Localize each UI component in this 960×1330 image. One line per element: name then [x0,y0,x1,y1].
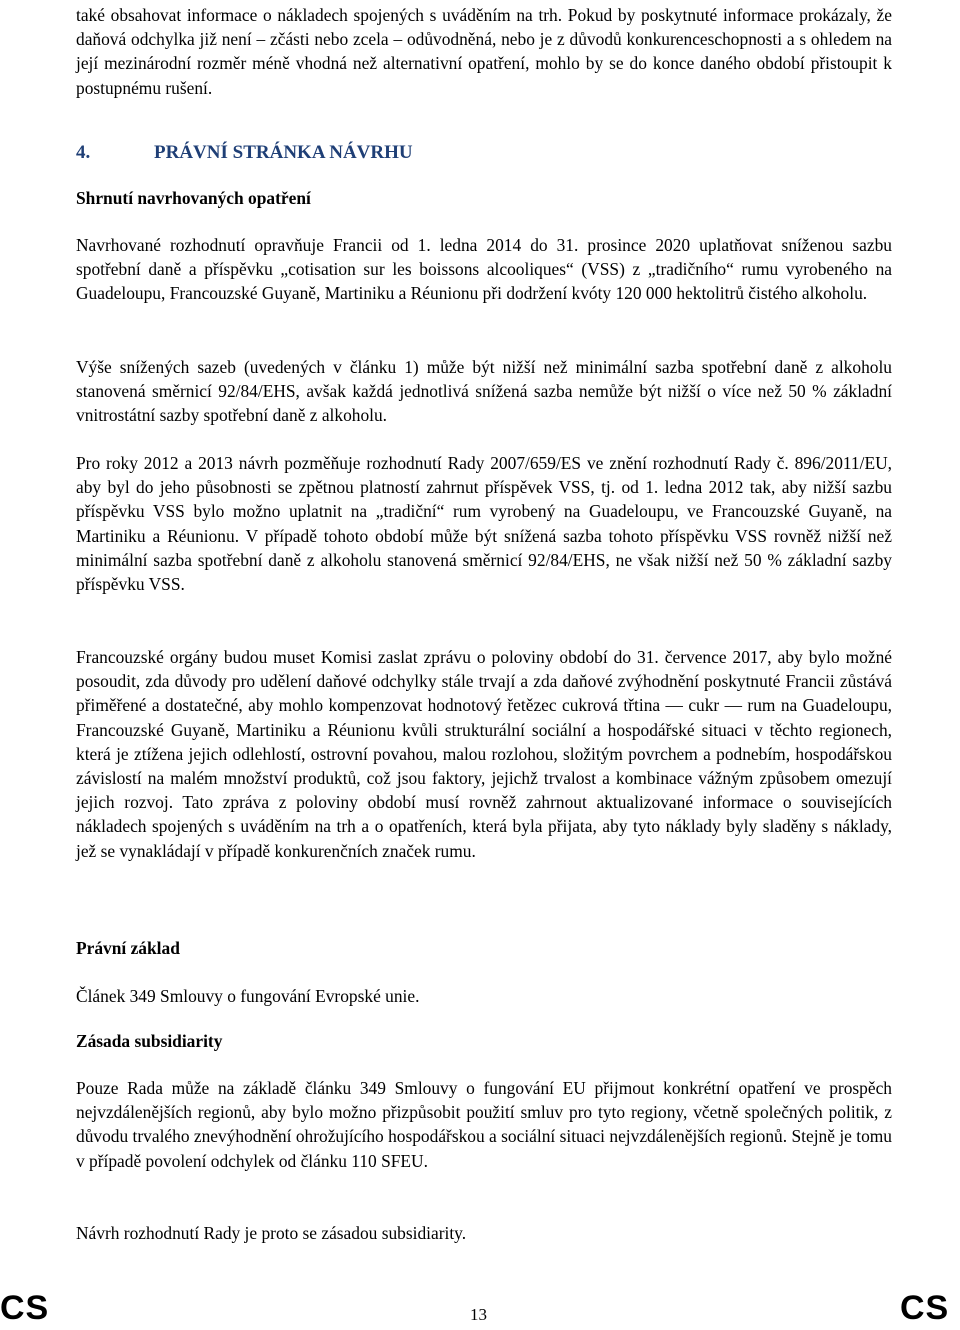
subsidiarity-paragraph: Pouze Rada může na základě článku 349 Smlouvy o fungování EU přijmout konkrétní opatření ve prospěch nejvzdálenějších regionů, aby bylo možno přizpůsobit použití smluv pro tyto regiony, včetně společných politik, z důvodu trvalého znevýhodnění ohrožujícího hospodářskou a sociální situaci nejvzdálenějších regionů. Stejně je tomu v případě povolení odchylek od článku 110 SFEU. [76,1078,892,1171]
footer-language-code-left: CS [0,1289,50,1327]
paragraph-measures: Navrhované rozhodnutí opravňuje Francii od 1. ledna 2014 do 31. prosince 2020 uplatňovat sníženou sazbu spotřební daně a příspěvku „cotisation sur les boissons alcooliques“ (VSS) z „tradičního“ rumu vyrobeného na Guadeloupu, Francouzské Guyaně, Martiniku a Réunionu při dodržení kvóty 120 000 hektolitrů čistého alkoholu. [76,235,892,304]
subsidiarity-conclusion: Návrh rozhodnutí Rady je proto se zásadou subsidiarity. [76,1223,467,1243]
section-title: PRÁVNÍ STRÁNKA NÁVRHU [154,142,413,163]
paragraph-report: Francouzské orgány budou muset Komisi zaslat zprávu o poloviny období do 31. července 2017, aby bylo možné posoudit, zda důvody pro udělení daňové odchylky stále trvají a zda daňové zvýhodnění poskytnuté Francii zůstává přiměřené a dostatečné, aby mohlo kompenzovat hodnotový řetězec cukrová třtina — cukr — rum na Guadeloupu, Francouzské Guyaně, Martiniku a Réunionu kvůli strukturální sociální a hospodářské situaci v těchto regionech, která je ztížena jejich odlehlostí, ostrovní povahou, malou rozlohou, složitým povrchem a podnebím, hospodářskou závislostí na malém množství produktů, což jsou faktory, jejichž trvalost a kombinace vážným způsobem omezují jejich rozvoj. Tato zpráva z poloviny období musí rovněž zahrnout aktualizované informace o souvisejících nákladech spojených s uváděním na trh a o opatřeních, která byla přijata, aby tyto náklady byly sladěny s náklady, jež se vynakládají v případě konkurenčních značek rumu. [76,647,892,861]
paragraph-rates: Výše snížených sazeb (uvedených v článku 1) může být nižší než minimální sazba spotřební daně z alkoholu stanovená směrnicí 92/84/EHS, avšak každá jednotlivá snížená sazba nemůže být nižší o více než 50 % základní vnitrostátní sazby spotřební daně z alkoholu. [76,357,892,426]
summary-heading: Shrnutí navrhovaných opatření [76,188,311,208]
legal-basis-text: Článek 349 Smlouvy o fungování Evropské unie. [76,986,420,1006]
paragraph-years: Pro roky 2012 a 2013 návrh pozměňuje rozhodnutí Rady 2007/659/ES ve znění rozhodnutí Rady č. 896/2011/EU, aby byl do jeho působnosti se zpětnou platností zahrnut příspěvek VSS, tj. od 1. ledna 2012 tak, aby nižší sazbu příspěvku VSS bylo možno uplatnit na „tradiční“ rum vyrobený na Guadeloupu, ve Francouzské Guyaně, na Martiniku a Réunionu. V případě tohoto období může být snížená sazba tohoto příspěvku VSS rovněž nižší než minimální sazba spotřební daně z alkoholu stanovená směrnicí 92/84/EHS, ne však nižší než 50 % základní sazby příspěvku VSS. [76,453,892,595]
footer-language-code-right: CS [900,1289,950,1327]
intro-paragraph: také obsahovat informace o nákladech spojených s uváděním na trh. Pokud by poskytnuté informace prokázaly, že daňová odchylka již není – zčásti nebo zcela – odůvodněná, nebo je z důvodů konkurenceschopnosti a s ohledem na její mezinárodní rozměr méně vhodná než alternativní opatření, mohlo by se do konce daného období přistoupit k postupnému rušení. [76,5,892,98]
subsidiarity-heading: Zásada subsidiarity [76,1031,223,1051]
page-number: 13 [470,1305,487,1324]
legal-basis-heading: Právní základ [76,938,180,958]
section-number: 4. [76,142,91,163]
